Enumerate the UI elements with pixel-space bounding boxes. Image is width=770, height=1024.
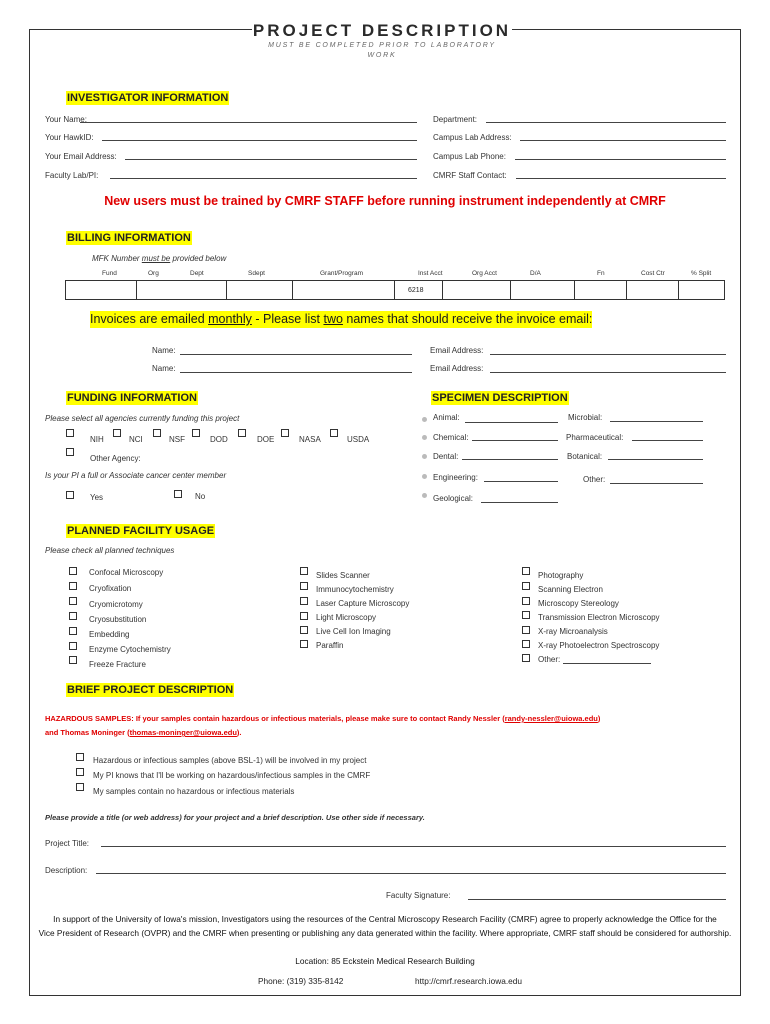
agency-doe-checkbox[interactable] [238,429,246,437]
hazard-notice: HAZARDOUS SAMPLES: If your samples contain hazardous or infectious materials, please make sure to contact Randy Nessler (randy-nessler@uiowa.edu) and Thomas Moninger (thomas-moninger@uiowa.edu). [45,714,601,737]
specimen-geological-field[interactable] [481,502,558,503]
technique-immuno-label: Immunocytochemistry [316,585,394,594]
technique-checkbox[interactable] [522,582,530,590]
invoice-name-field-2[interactable] [180,372,412,373]
technique-checkbox[interactable] [69,567,77,575]
technique-checkbox[interactable] [522,567,530,575]
faculty-signature-label: Faculty Signature: [386,891,451,900]
billing-cell-divider [626,281,627,299]
specimen-engineering-label: Engineering: [433,473,478,482]
invoice-notice: Invoices are emailed monthly - Please list two names that should receive the invoice email: [90,312,593,326]
billing-col-inst-acct: Inst Acct [418,270,443,277]
technique-cryosubstitution-label: Cryosubstitution [89,615,147,624]
invoice-name-label: Name: [152,346,176,355]
technique-confocal-label: Confocal Microscopy [89,568,164,577]
website-link[interactable]: http://cmrf.research.iowa.edu [415,976,522,986]
agency-nasa-checkbox[interactable] [281,429,289,437]
billing-col-org: Org [148,270,159,277]
hazard-option-3-label: My samples contain no hazardous or infectious materials [93,787,295,796]
billing-col-da: D/A [530,270,541,277]
specimen-other-label: Other: [583,475,606,484]
your-name-label: Your Name: [45,115,87,124]
specimen-dental-bullet [422,454,427,459]
specimen-heading: SPECIMEN DESCRIPTION [432,392,568,404]
specimen-geological-label: Geological: [433,494,474,503]
technique-embedding-label: Embedding [89,630,130,639]
technique-tem-label: Transmission Electron Microscopy [538,613,660,622]
billing-col-split: % Split [691,270,712,277]
technique-checkbox[interactable] [300,626,308,634]
agency-nih-label: NIH [90,435,104,444]
specimen-chemical-bullet [422,435,427,440]
billing-col-cost-ctr: Cost Ctr [641,270,665,277]
invoice-email-label: Email Address: [430,364,484,373]
agency-usda-checkbox[interactable] [330,429,338,437]
faculty-signature-field[interactable] [468,899,726,900]
technique-checkbox[interactable] [300,567,308,575]
other-agency-checkbox[interactable] [66,448,74,456]
specimen-engineering-field[interactable] [484,481,558,482]
billing-cell-divider [678,281,679,299]
agency-usda-label: USDA [347,435,370,444]
billing-col-sdept: Sdept [248,270,265,277]
agency-doe-label: DOE [257,435,275,444]
cancer-yes-label: Yes [90,493,104,502]
your-name-field[interactable] [80,122,417,123]
mfk-note: MFK Number must be provided below [92,254,227,263]
randy-email-link[interactable]: randy-nessler@uiowa.edu [504,714,598,723]
technique-photography-label: Photography [538,571,584,580]
specimen-pharmaceutical-field[interactable] [632,440,703,441]
invoice-email-label: Email Address: [430,346,484,355]
agency-nasa-label: NASA [299,435,321,444]
technique-checkbox[interactable] [69,642,77,650]
billing-cell-divider [442,281,443,299]
technique-paraffin-label: Paraffin [316,641,344,650]
campus-phone-field[interactable] [515,159,726,160]
technique-checkbox[interactable] [69,597,77,605]
technique-xray-photo-label: X-ray Photoelectron Spectroscopy [538,641,660,650]
agency-dod-label: DOD [210,435,228,444]
funding-instruction: Please select all agencies currently funding this project [45,414,240,423]
project-title-field[interactable] [101,846,726,847]
billing-table [65,280,725,300]
billing-col-org-acct: Org Acct [472,270,497,277]
specimen-engineering-bullet [422,474,427,479]
technique-stereology-label: Microscopy Stereology [538,599,619,608]
form-header [252,21,512,59]
cancer-no-label: No [195,492,206,501]
location-text: Location: 85 Eckstein Medical Research Building [295,956,475,966]
agency-nsf-checkbox[interactable] [153,429,161,437]
thomas-email-link[interactable]: thomas-moninger@uiowa.edu [129,728,237,737]
hazard-option-checkbox[interactable] [76,783,84,791]
technique-checkbox[interactable] [69,582,77,590]
campus-phone-label: Campus Lab Phone: [433,152,506,161]
technique-light-microscopy-label: Light Microscopy [316,613,377,622]
department-field[interactable] [486,122,726,123]
technique-checkbox[interactable] [300,612,308,620]
department-label: Department: [433,115,478,124]
specimen-dental-field[interactable] [462,459,558,460]
description-label: Description: [45,866,88,875]
technique-checkbox[interactable] [522,654,530,662]
hawkid-field[interactable] [102,140,417,141]
funding-heading: FUNDING INFORMATION [67,392,197,404]
billing-col-fund: Fund [102,270,117,277]
email-label: Your Email Address: [45,152,117,161]
specimen-animal-label: Animal: [433,413,460,422]
campus-address-label: Campus Lab Address: [433,133,512,142]
agency-nci-label: NCI [129,435,143,444]
faculty-lab-label: Faculty Lab/PI: [45,171,99,180]
specimen-chemical-field[interactable] [472,440,558,441]
specimen-other-field[interactable] [610,483,703,484]
agency-nih-checkbox[interactable] [66,429,74,437]
hazard-option-1-label: Hazardous or infectious samples (above BSL-1) will be involved in my project [93,756,367,765]
cancer-center-question: Is your PI a full or Associate cancer center member [45,471,227,480]
provide-instruction: Please provide a title (or web address) for your project and a brief description. Use other side if necessary. [45,813,425,822]
cancer-no-checkbox[interactable] [174,490,182,498]
acknowledgement-line-2: Vice President of Research (OVPR) and the CMRF when presenting or publishing any data generated within the facility. Where appropriate, CMRF staff should be considered for authorship. [38,928,732,938]
page-title: PROJECT DESCRIPTION [252,21,512,40]
technique-checkbox[interactable] [69,627,77,635]
staff-contact-label: CMRF Staff Contact: [433,171,507,180]
technique-checkbox[interactable] [300,597,308,605]
hazard-option-checkbox[interactable] [76,768,84,776]
technique-cryomicrotomy-label: Cryomicrotomy [89,600,143,609]
technique-checkbox[interactable] [522,626,530,634]
agency-dod-checkbox[interactable] [192,429,200,437]
form-border [29,29,741,996]
specimen-microbial-label: Microbial: [568,413,603,422]
invoice-email-field-2[interactable] [490,372,726,373]
agency-nsf-label: NSF [169,435,185,444]
billing-col-grant: Grant/Program [320,270,363,277]
specimen-geological-bullet [422,493,427,498]
invoice-email-field-1[interactable] [490,354,726,355]
invoice-name-label: Name: [152,364,176,373]
technique-scanning-electron-label: Scanning Electron [538,585,603,594]
technique-checkbox[interactable] [522,640,530,648]
staff-contact-field[interactable] [516,178,726,179]
hazard-option-checkbox[interactable] [76,753,84,761]
agency-nci-checkbox[interactable] [113,429,121,437]
technique-laser-capture-label: Laser Capture Microscopy [316,599,410,608]
project-title-label: Project Title: [45,839,90,848]
technique-xray-micro-label: X-ray Microanalysis [538,627,608,636]
billing-col-dept: Dept [190,270,204,277]
facility-heading: PLANNED FACILITY USAGE [67,525,215,537]
other-agency-label: Other Agency: [90,454,141,463]
billing-cell-divider [292,281,293,299]
faculty-lab-field[interactable] [110,178,417,179]
specimen-animal-field[interactable] [465,422,558,423]
billing-cell-divider [226,281,227,299]
acknowledgement-line-1: In support of the University of Iowa's mission, Investigators using the resources of the Central Microscopy Research Facility (CMRF) agree to properly acknowledge the Office for the [53,914,717,924]
training-notice: New users must be trained by CMRF STAFF before running instrument independently at CMRF [104,194,666,208]
technique-checkbox[interactable] [69,656,77,664]
invoice-name-field-1[interactable] [180,354,412,355]
technique-enzyme-label: Enzyme Cytochemistry [89,645,171,654]
billing-col-fn: Fn [597,270,605,277]
technique-cryofixation-label: Cryofixation [89,584,132,593]
technique-checkbox[interactable] [300,582,308,590]
technique-checkbox[interactable] [69,612,77,620]
technique-slides-scanner-label: Slides Scanner [316,571,370,580]
hazard-option-2-label: My PI knows that I'll be working on hazardous/infectious samples in the CMRF [93,771,371,780]
technique-checkbox[interactable] [522,597,530,605]
email-field[interactable] [125,159,417,160]
campus-address-field[interactable] [520,140,726,141]
cancer-yes-checkbox[interactable] [66,491,74,499]
technique-checkbox[interactable] [522,611,530,619]
phone-text: Phone: (319) 335-8142 [258,976,344,986]
billing-cell-divider [394,281,395,299]
specimen-microbial-field[interactable] [610,421,703,422]
description-field[interactable] [96,873,726,874]
specimen-botanical-field[interactable] [608,459,703,460]
specimen-dental-label: Dental: [433,452,459,461]
technique-freeze-fracture-label: Freeze Fracture [89,660,146,669]
billing-heading: BILLING INFORMATION [67,232,191,244]
technique-checkbox[interactable] [300,640,308,648]
billing-cell-divider [510,281,511,299]
specimen-pharmaceutical-label: Pharmaceutical: [566,433,624,442]
billing-cell-divider [136,281,137,299]
specimen-botanical-label: Botanical: [567,452,603,461]
specimen-chemical-label: Chemical: [433,433,469,442]
technique-other-label: Other: [538,655,561,664]
billing-cell-divider [574,281,575,299]
technique-other-field[interactable] [563,663,651,664]
page-subtitle: MUST BE COMPLETED PRIOR TO LABORATORY WORK [268,42,496,59]
investigator-heading: INVESTIGATOR INFORMATION [67,92,229,104]
inst-acct-value: 6218 [408,287,424,294]
technique-live-cell-label: Live Cell Ion Imaging [316,627,391,636]
specimen-animal-bullet [422,417,427,422]
brief-heading: BRIEF PROJECT DESCRIPTION [67,684,234,696]
facility-instruction: Please check all planned techniques [45,546,175,555]
hawkid-label: Your HawkID: [45,133,94,142]
